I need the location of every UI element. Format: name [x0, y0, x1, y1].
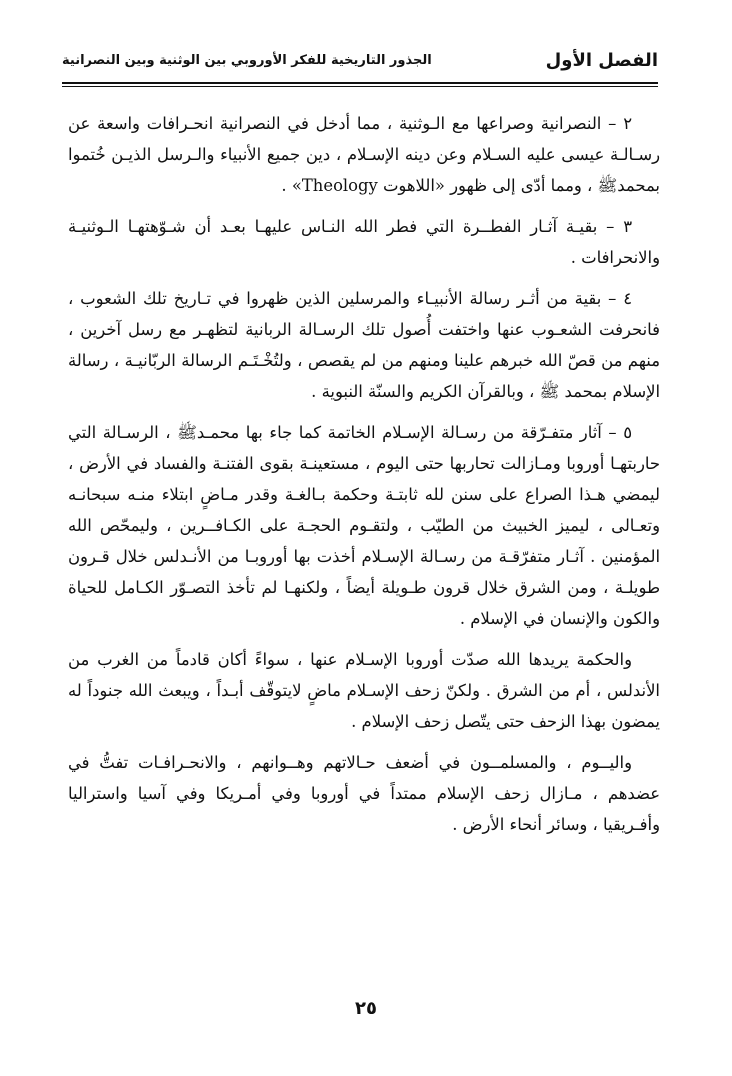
- paragraph-5: ٥ – آثار متفـرّقة من رسـالة الإسـلام الخاتمة كما جاء بها محمـدﷺ ، الرسـالة التي حاربتهـا أوروبا ومـازالت تحاربها حتى اليوم ، مستعينـة بقوى الفتنـة والفساد في الأرض ، ليمضي هـذا الصراع على سنن لله ثابتـة وحكمة بـالغـة وقدر مـاضٍ ابتلاء منـه سبحانـه وتعـالى ، ليميز الخبيث من الطيّب ، ولتقـوم الحجـة على الكـافــرين ، وليمحّص الله المؤمنين . آثـار متفرّقـة من رسـالة الإسـلام أخذت بها أوروبـا من الأنـدلس خلال قـرون طويلـة ، ومن الشرق خلال قرون طـويلة أيضاً ، ولكنهـا لم تأخذ التصـوّر الكـامل للحياة والكون والإنسان في الإسلام .: [68, 423, 660, 628]
- chapter-title: الفصل الأول: [545, 50, 658, 71]
- page-number: ٢٥: [355, 998, 377, 1019]
- header-rule: [62, 82, 658, 84]
- paragraph-4: ٤ – بقية من أثـر رسالة الأنبيـاء والمرسلين الذين ظهروا في تـاريخ تلك الشعوب ، فانحرفت الشعـوب عنها واختفت أُصول تلك الرسـالة الربانية لتظهـر مع رسل آخرين ، منهم من قصّ الله خبرهم علينا ومنهم من لم يقصص ، ولتُخْـتَـم الرسالة الربّانيـة ، رسالة الإسلام بمحمد ﷺ ، وبالقرآن الكريم والسنّة النبوية .: [68, 289, 660, 401]
- body-text: [68, 108, 660, 850]
- running-header: [62, 44, 658, 84]
- paragraph-wisdom: والحكمة يريدها الله صدّت أوروبا الإسـلام عنها ، سواءً أكان قادماً من الغرب من الأندلس ، أم من الشرق . ولكنّ زحف الإسـلام ماضٍ لايتوقّف أبـداً ، ويبعث الله جنوداً له يمضون بهذا الزحف حتى يتّصل زحف الإسلام .: [68, 650, 660, 731]
- paragraph-3: ٣ – بقيـة آثـار الفطــرة التي فطر الله النـاس عليهـا بعـد أن شـوّهتهـا الـوثنيـة والانحرافات .: [68, 217, 660, 267]
- book-title-header: الجذور التاريخية للفكر الأوروبي بين الوثنية وبين النصرانية: [62, 53, 432, 68]
- paragraph-2: ٢ – النصرانية وصراعها مع الـوثنية ، مما أدخل في النصرانية انحـرافات واسعة عن رسـالـة عيسى عليه السـلام وعن دينه الإسـلام ، دين جميع الأنبياء والـرسل الذيـن خُتموا بمحمدﷺ ، ومما أدّى إلى ظهور «اللاهوت Theology» .: [68, 114, 660, 195]
- header-rule-thin: [62, 86, 658, 87]
- paragraph-today: واليــوم ، والمسلمــون في أضعف حـالاتهم وهــوانهم ، والانحـرافـات تفتُّ في عضدهم ، مـازال زحف الإسلام ممتداً في أوروبا وفي أمـريكا وفي آسيا واستراليا وأفـريقيا ، وسائر أنحاء الأرض .: [68, 753, 660, 834]
